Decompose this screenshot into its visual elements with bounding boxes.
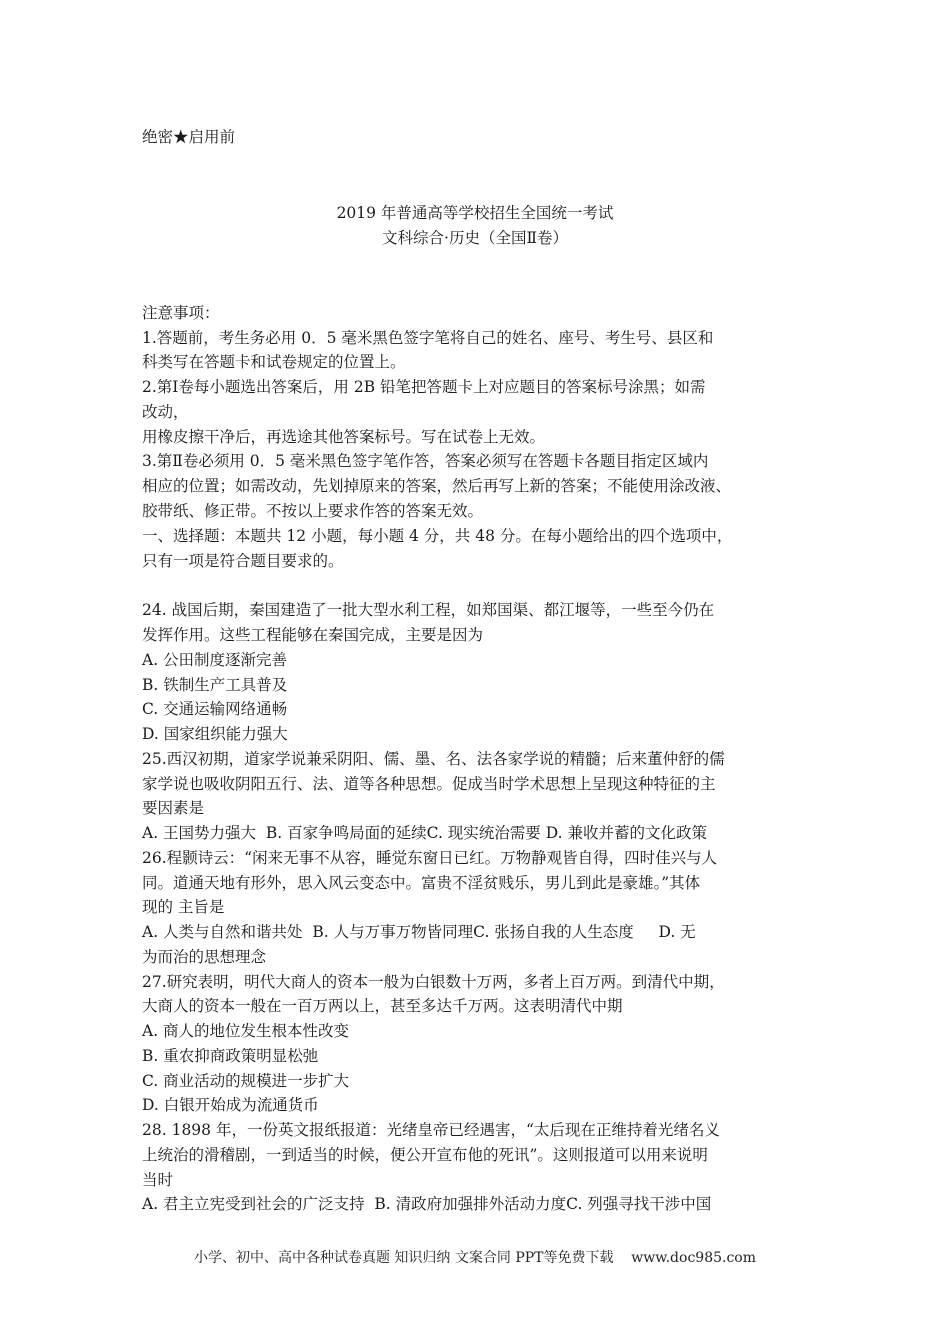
text-line: 2.第Ⅰ卷每小题选出答案后，用 2B 铅笔把答题卡上对应题目的答案标号涂黑；如需 [142,378,706,396]
text-line: 现的 主旨是 [142,898,225,916]
text-line: 注意事项： [142,304,220,322]
text-line: 要因素是 [142,799,205,817]
text-line: 发挥作用。这些工程能够在秦国完成，主要是因为 [142,626,484,644]
text-line: 当时 [142,1171,174,1189]
text-line: 为而治的思想理念 [142,948,267,966]
option-line: A. 公田制度逐渐完善 [142,651,288,669]
option-line: D. 白银开始成为流通货币 [142,1096,319,1114]
option-line: C. 商业活动的规模进一步扩大 [142,1072,350,1090]
question-28: 28. 1898 年，一份英文报纸报道：光绪皇帝已经遇害，“太后现在正维持着光绪名义 [142,1121,720,1139]
page-footer: 小学、初中、高中各种试卷真题 知识归纳 文案合同 PPT等免费下载 www.doc985.com [193,1250,756,1266]
option-line: B. 重农抑商政策明显松弛 [142,1047,319,1065]
question-24: 24. 战国后期，秦国建造了一批大型水利工程，如郑国渠、都江堰等，一些至今仍在 [142,601,715,619]
secrecy-label: 绝密★启用前 [142,128,236,146]
text-line: 相应的位置；如需改动，先划掉原来的答案，然后再写上新的答案；不能使用涂改液、 [142,477,732,495]
text-line: 3.第Ⅱ卷必须用 0．5 毫米黑色签字笔作答，答案必须写在答题卡各题目指定区域内 [142,452,709,470]
text-line: 1.答题前，考生务必用 0．5 毫米黑色签字笔将自己的姓名、座号、考生号、县区和 [142,329,714,347]
text-line: 一、选择题：本题共 12 小题，每小题 4 分，共 48 分。在每小题给出的四个选项中， [142,527,733,545]
text-line: 同。道通天地有形外，思入风云变态中。富贵不淫贫贱乐，男儿到此是豪雄。”其体 [142,874,701,892]
option-line: B. 铁制生产工具普及 [142,676,288,694]
question-26: 26.程颢诗云：“闲来无事不从容，睡觉东窗日已红。万物静观皆自得，四时佳兴与人 [142,849,718,867]
question-25: 25.西汉初期，道家学说兼采阴阳、儒、墨、名、法各家学说的精髓；后来董仲舒的儒 [142,750,725,768]
text-line: 用橡皮擦干净后，再选途其他答案标号。写在试卷上无效。 [142,428,546,446]
text-line: 改动， [142,403,189,421]
text-line: 胶带纸、修正带。不按以上要求作答的答案无效。 [142,502,484,520]
option-line: A. 商人的地位发生根本性改变 [142,1022,350,1040]
exam-title: 2019 年普通高等学校招生全国统一考试 [336,204,614,222]
option-line: A. 人类与自然和谐共处 B. 人与万事万物皆同理C. 张扬自我的人生态度 D. 无 [142,923,696,941]
text-line: 家学说也吸收阴阳五行、法、道等各种思想。促成当时学术思想上呈现这种特征的主 [142,775,716,793]
option-line: A. 王国势力强大 B. 百家争鸣局面的延续C. 现实统治需要 D. 兼收并蓄的文化政策 [142,824,707,842]
option-line: D. 国家组织能力强大 [142,725,288,743]
option-line: A. 君主立宪受到社会的广泛支持 B. 清政府加强排外活动力度C. 列强寻找干涉中国 [142,1195,712,1213]
option-line: C. 交通运输网络通畅 [142,700,288,718]
text-line: 上统治的滑稽剧，一到适当的时候，便公开宣布他的死讯”。这则报道可以用来说明 [142,1146,708,1164]
question-27: 27.研究表明，明代大商人的资本一般为白银数十万两，多者上百万两。到清代中期， [142,973,725,991]
exam-subtitle: 文科综合·历史（全国Ⅱ卷） [382,229,568,247]
text-line: 大商人的资本一般在一百万两以上，甚至多达千万两。这表明清代中期 [142,997,623,1015]
text-line: 科类写在答题卡和试卷规定的位置上。 [142,353,406,371]
text-line: 只有一项是符合题目要求的。 [142,552,344,570]
